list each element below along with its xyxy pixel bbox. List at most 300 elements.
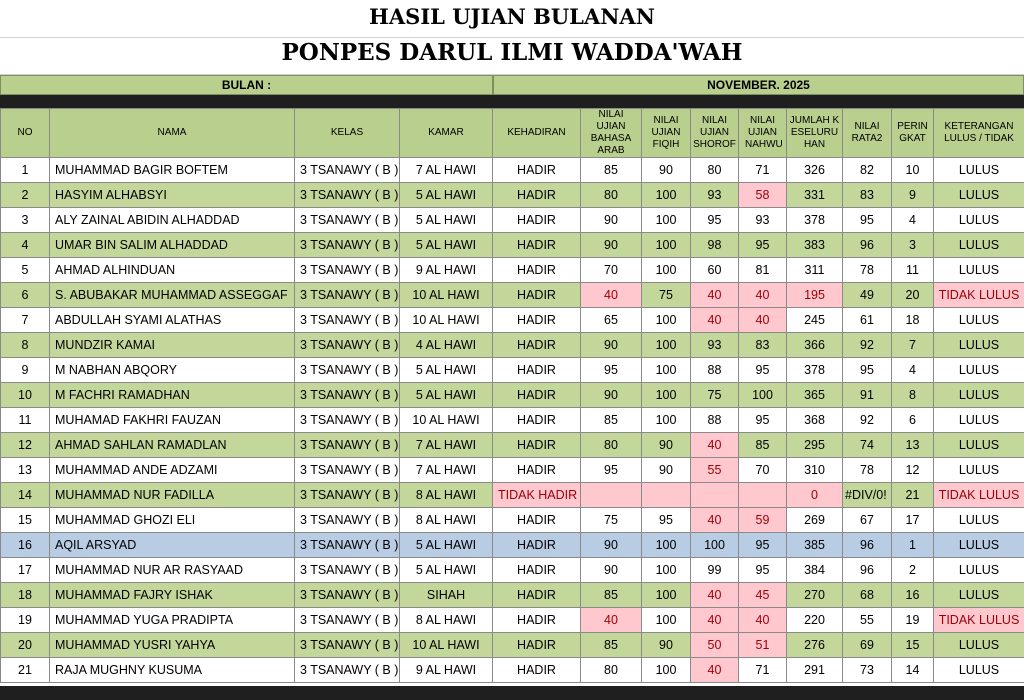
- cell-nahwu: 40: [739, 308, 787, 333]
- cell-fiqih: 100: [642, 608, 691, 633]
- cell-fiqih: 90: [642, 433, 691, 458]
- cell-kelas: 3 TSANAWY ( B ): [295, 533, 400, 558]
- cell-jumlah: 383: [787, 233, 843, 258]
- cell-peringkat: 6: [892, 408, 934, 433]
- col-header-no: NO: [1, 109, 50, 158]
- cell-fiqih: 100: [642, 183, 691, 208]
- cell-kamar: 5 AL HAWI: [400, 233, 493, 258]
- cell-rata: #DIV/0!: [843, 483, 892, 508]
- cell-kehadiran: HADIR: [493, 408, 581, 433]
- cell-fiqih: 100: [642, 358, 691, 383]
- cell-kelas: 3 TSANAWY ( B ): [295, 658, 400, 683]
- cell-kelas: 3 TSANAWY ( B ): [295, 283, 400, 308]
- cell-kamar: 10 AL HAWI: [400, 633, 493, 658]
- cell-kelas: 3 TSANAWY ( B ): [295, 483, 400, 508]
- cell-no: 3: [1, 208, 50, 233]
- cell-shorof: 93: [691, 333, 739, 358]
- cell-nama: HASYIM ALHABSYI: [50, 183, 295, 208]
- cell-kehadiran: HADIR: [493, 208, 581, 233]
- cell-peringkat: 16: [892, 583, 934, 608]
- cell-keterangan: LULUS: [934, 408, 1024, 433]
- cell-rata: 68: [843, 583, 892, 608]
- cell-keterangan: LULUS: [934, 558, 1024, 583]
- cell-bahasa-arab: 40: [581, 283, 642, 308]
- cell-nahwu: 83: [739, 333, 787, 358]
- cell-nama: MUHAMMAD ANDE ADZAMI: [50, 458, 295, 483]
- cell-kamar: 7 AL HAWI: [400, 158, 493, 183]
- table-row: [1, 508, 1024, 533]
- cell-bahasa-arab: 90: [581, 233, 642, 258]
- cell-rata: 96: [843, 558, 892, 583]
- cell-kehadiran: HADIR: [493, 308, 581, 333]
- cell-kelas: 3 TSANAWY ( B ): [295, 633, 400, 658]
- cell-kehadiran: HADIR: [493, 608, 581, 633]
- cell-fiqih: 100: [642, 558, 691, 583]
- cell-kehadiran: HADIR: [493, 508, 581, 533]
- cell-keterangan: LULUS: [934, 183, 1024, 208]
- cell-jumlah: 326: [787, 158, 843, 183]
- cell-no: 7: [1, 308, 50, 333]
- cell-bahasa-arab: 80: [581, 183, 642, 208]
- cell-jumlah: 384: [787, 558, 843, 583]
- cell-shorof: 40: [691, 658, 739, 683]
- cell-jumlah: 276: [787, 633, 843, 658]
- cell-kehadiran: HADIR: [493, 183, 581, 208]
- cell-peringkat: 14: [892, 658, 934, 683]
- cell-no: 13: [1, 458, 50, 483]
- table-row: [1, 333, 1024, 358]
- cell-nama: M NABHAN ABQORY: [50, 358, 295, 383]
- cell-fiqih: 90: [642, 158, 691, 183]
- cell-nahwu: 95: [739, 558, 787, 583]
- cell-fiqih: 100: [642, 208, 691, 233]
- cell-rata: 95: [843, 208, 892, 233]
- cell-shorof: 55: [691, 458, 739, 483]
- cell-no: 5: [1, 258, 50, 283]
- cell-no: 15: [1, 508, 50, 533]
- cell-jumlah: 366: [787, 333, 843, 358]
- cell-keterangan: LULUS: [934, 583, 1024, 608]
- cell-shorof: [691, 483, 739, 508]
- cell-peringkat: 19: [892, 608, 934, 633]
- cell-kamar: 7 AL HAWI: [400, 433, 493, 458]
- cell-shorof: 40: [691, 608, 739, 633]
- cell-jumlah: 0: [787, 483, 843, 508]
- cell-jumlah: 195: [787, 283, 843, 308]
- cell-fiqih: 90: [642, 458, 691, 483]
- cell-rata: 73: [843, 658, 892, 683]
- cell-rata: 78: [843, 458, 892, 483]
- cell-bahasa-arab: 80: [581, 658, 642, 683]
- cell-rata: 67: [843, 508, 892, 533]
- cell-jumlah: 291: [787, 658, 843, 683]
- cell-no: 17: [1, 558, 50, 583]
- col-header-nahwu: NILAI UJIAN NAHWU: [739, 109, 787, 158]
- cell-bahasa-arab: 65: [581, 308, 642, 333]
- cell-kelas: 3 TSANAWY ( B ): [295, 608, 400, 633]
- table-row: [1, 458, 1024, 483]
- table-row: [1, 533, 1024, 558]
- cell-bahasa-arab: 70: [581, 258, 642, 283]
- cell-shorof: 80: [691, 158, 739, 183]
- cell-nama: AQIL ARSYAD: [50, 533, 295, 558]
- cell-kehadiran: HADIR: [493, 583, 581, 608]
- cell-kehadiran: HADIR: [493, 633, 581, 658]
- cell-no: 6: [1, 283, 50, 308]
- cell-rata: 83: [843, 183, 892, 208]
- cell-keterangan: TIDAK LULUS: [934, 608, 1024, 633]
- col-header-kehadiran: KEHADIRAN: [493, 109, 581, 158]
- cell-rata: 96: [843, 233, 892, 258]
- cell-bahasa-arab: 85: [581, 408, 642, 433]
- cell-shorof: 88: [691, 358, 739, 383]
- cell-kamar: 5 AL HAWI: [400, 208, 493, 233]
- cell-peringkat: 4: [892, 208, 934, 233]
- cell-rata: 91: [843, 383, 892, 408]
- cell-kamar: 8 AL HAWI: [400, 608, 493, 633]
- cell-kehadiran: HADIR: [493, 283, 581, 308]
- cell-bahasa-arab: 95: [581, 458, 642, 483]
- cell-bahasa-arab: 95: [581, 358, 642, 383]
- col-header-shorof: NILAI UJIAN SHOROF: [691, 109, 739, 158]
- cell-kamar: SIHAH: [400, 583, 493, 608]
- cell-jumlah: 368: [787, 408, 843, 433]
- cell-nama: ABDULLAH SYAMI ALATHAS: [50, 308, 295, 333]
- cell-kehadiran: HADIR: [493, 558, 581, 583]
- header-divider: [0, 95, 1024, 108]
- table-row: [1, 158, 1024, 183]
- cell-nahwu: 95: [739, 233, 787, 258]
- cell-rata: 55: [843, 608, 892, 633]
- cell-jumlah: 311: [787, 258, 843, 283]
- cell-kelas: 3 TSANAWY ( B ): [295, 458, 400, 483]
- cell-kamar: 8 AL HAWI: [400, 483, 493, 508]
- cell-nama: M FACHRI RAMADHAN: [50, 383, 295, 408]
- cell-kamar: 10 AL HAWI: [400, 408, 493, 433]
- cell-nama: UMAR BIN SALIM ALHADDAD: [50, 233, 295, 258]
- cell-kamar: 5 AL HAWI: [400, 358, 493, 383]
- cell-nahwu: 95: [739, 408, 787, 433]
- cell-nahwu: 71: [739, 658, 787, 683]
- cell-keterangan: LULUS: [934, 333, 1024, 358]
- cell-no: 20: [1, 633, 50, 658]
- cell-nahwu: 71: [739, 158, 787, 183]
- footer-divider: [0, 686, 1024, 700]
- col-header-jumlah: JUMLAH KESELURUHAN: [787, 109, 843, 158]
- cell-no: 14: [1, 483, 50, 508]
- cell-nama: ALY ZAINAL ABIDIN ALHADDAD: [50, 208, 295, 233]
- cell-jumlah: 269: [787, 508, 843, 533]
- cell-kehadiran: HADIR: [493, 333, 581, 358]
- cell-peringkat: 11: [892, 258, 934, 283]
- cell-kelas: 3 TSANAWY ( B ): [295, 158, 400, 183]
- cell-no: 11: [1, 408, 50, 433]
- cell-bahasa-arab: 80: [581, 433, 642, 458]
- cell-fiqih: 100: [642, 333, 691, 358]
- cell-shorof: 40: [691, 583, 739, 608]
- cell-kamar: 5 AL HAWI: [400, 533, 493, 558]
- cell-bahasa-arab: 85: [581, 633, 642, 658]
- cell-kamar: 9 AL HAWI: [400, 658, 493, 683]
- cell-keterangan: LULUS: [934, 433, 1024, 458]
- cell-nahwu: 100: [739, 383, 787, 408]
- cell-keterangan: LULUS: [934, 508, 1024, 533]
- cell-keterangan: LULUS: [934, 633, 1024, 658]
- cell-bahasa-arab: [581, 483, 642, 508]
- cell-kelas: 3 TSANAWY ( B ): [295, 358, 400, 383]
- cell-nahwu: 45: [739, 583, 787, 608]
- table-row: [1, 633, 1024, 658]
- cell-kelas: 3 TSANAWY ( B ): [295, 333, 400, 358]
- col-header-peringkat: PERINGKAT: [892, 109, 934, 158]
- table-row: [1, 558, 1024, 583]
- cell-no: 4: [1, 233, 50, 258]
- cell-peringkat: 12: [892, 458, 934, 483]
- cell-nama: MUHAMMAD FAJRY ISHAK: [50, 583, 295, 608]
- table-row: [1, 383, 1024, 408]
- cell-jumlah: 385: [787, 533, 843, 558]
- cell-fiqih: 100: [642, 258, 691, 283]
- cell-fiqih: 100: [642, 408, 691, 433]
- cell-kehadiran: HADIR: [493, 258, 581, 283]
- cell-kamar: 5 AL HAWI: [400, 183, 493, 208]
- cell-kelas: 3 TSANAWY ( B ): [295, 258, 400, 283]
- cell-fiqih: 100: [642, 533, 691, 558]
- col-header-nama: NAMA: [50, 109, 295, 158]
- cell-no: 18: [1, 583, 50, 608]
- cell-kehadiran: HADIR: [493, 533, 581, 558]
- cell-peringkat: 7: [892, 333, 934, 358]
- cell-shorof: 40: [691, 433, 739, 458]
- cell-peringkat: 13: [892, 433, 934, 458]
- cell-rata: 78: [843, 258, 892, 283]
- cell-no: 21: [1, 658, 50, 683]
- cell-shorof: 100: [691, 533, 739, 558]
- cell-peringkat: 17: [892, 508, 934, 533]
- cell-bahasa-arab: 90: [581, 383, 642, 408]
- table-row: [1, 658, 1024, 683]
- cell-peringkat: 9: [892, 183, 934, 208]
- cell-kelas: 3 TSANAWY ( B ): [295, 233, 400, 258]
- cell-kehadiran: HADIR: [493, 158, 581, 183]
- cell-kehadiran: HADIR: [493, 383, 581, 408]
- cell-shorof: 95: [691, 208, 739, 233]
- cell-kelas: 3 TSANAWY ( B ): [295, 208, 400, 233]
- cell-nahwu: 58: [739, 183, 787, 208]
- cell-rata: 49: [843, 283, 892, 308]
- col-header-keterangan: KETERANGAN LULUS / TIDAK: [934, 109, 1024, 158]
- cell-jumlah: 331: [787, 183, 843, 208]
- cell-kehadiran: HADIR: [493, 458, 581, 483]
- cell-bahasa-arab: 90: [581, 558, 642, 583]
- cell-nama: RAJA MUGHNY KUSUMA: [50, 658, 295, 683]
- cell-rata: 69: [843, 633, 892, 658]
- cell-nahwu: 51: [739, 633, 787, 658]
- cell-kehadiran: HADIR: [493, 433, 581, 458]
- cell-fiqih: 100: [642, 383, 691, 408]
- col-header-kamar: KAMAR: [400, 109, 493, 158]
- cell-rata: 82: [843, 158, 892, 183]
- cell-fiqih: 100: [642, 233, 691, 258]
- cell-shorof: 40: [691, 283, 739, 308]
- cell-jumlah: 378: [787, 208, 843, 233]
- cell-peringkat: 1: [892, 533, 934, 558]
- cell-nama: MUHAMMAD YUSRI YAHYA: [50, 633, 295, 658]
- cell-keterangan: LULUS: [934, 358, 1024, 383]
- cell-nama: S. ABUBAKAR MUHAMMAD ASSEGGAF: [50, 283, 295, 308]
- cell-kelas: 3 TSANAWY ( B ): [295, 583, 400, 608]
- cell-kamar: 7 AL HAWI: [400, 458, 493, 483]
- cell-no: 9: [1, 358, 50, 383]
- cell-fiqih: [642, 483, 691, 508]
- cell-kelas: 3 TSANAWY ( B ): [295, 308, 400, 333]
- cell-kelas: 3 TSANAWY ( B ): [295, 383, 400, 408]
- cell-peringkat: 3: [892, 233, 934, 258]
- cell-peringkat: 8: [892, 383, 934, 408]
- cell-rata: 92: [843, 408, 892, 433]
- cell-peringkat: 2: [892, 558, 934, 583]
- table-row: [1, 433, 1024, 458]
- cell-kelas: 3 TSANAWY ( B ): [295, 433, 400, 458]
- cell-kamar: 10 AL HAWI: [400, 283, 493, 308]
- cell-peringkat: 18: [892, 308, 934, 333]
- cell-bahasa-arab: 75: [581, 508, 642, 533]
- cell-peringkat: 4: [892, 358, 934, 383]
- cell-peringkat: 20: [892, 283, 934, 308]
- cell-keterangan: LULUS: [934, 383, 1024, 408]
- cell-kamar: 5 AL HAWI: [400, 383, 493, 408]
- table-row: [1, 258, 1024, 283]
- cell-jumlah: 365: [787, 383, 843, 408]
- cell-nahwu: 70: [739, 458, 787, 483]
- table-row: [1, 583, 1024, 608]
- cell-bahasa-arab: 90: [581, 208, 642, 233]
- cell-nahwu: 95: [739, 358, 787, 383]
- cell-shorof: 93: [691, 183, 739, 208]
- cell-nama: MUHAMMAD BAGIR BOFTEM: [50, 158, 295, 183]
- cell-shorof: 75: [691, 383, 739, 408]
- cell-keterangan: LULUS: [934, 258, 1024, 283]
- cell-shorof: 99: [691, 558, 739, 583]
- cell-bahasa-arab: 85: [581, 158, 642, 183]
- cell-shorof: 50: [691, 633, 739, 658]
- cell-nahwu: [739, 483, 787, 508]
- cell-keterangan: LULUS: [934, 458, 1024, 483]
- table-header: [1, 109, 1024, 158]
- col-header-kelas: KELAS: [295, 109, 400, 158]
- cell-fiqih: 100: [642, 308, 691, 333]
- cell-nahwu: 59: [739, 508, 787, 533]
- cell-no: 2: [1, 183, 50, 208]
- cell-keterangan: LULUS: [934, 308, 1024, 333]
- cell-no: 1: [1, 158, 50, 183]
- cell-kamar: 10 AL HAWI: [400, 308, 493, 333]
- cell-kelas: 3 TSANAWY ( B ): [295, 408, 400, 433]
- table-row: [1, 183, 1024, 208]
- cell-nahwu: 93: [739, 208, 787, 233]
- cell-keterangan: LULUS: [934, 533, 1024, 558]
- cell-jumlah: 220: [787, 608, 843, 633]
- table-row: [1, 358, 1024, 383]
- cell-nahwu: 81: [739, 258, 787, 283]
- cell-kehadiran: HADIR: [493, 358, 581, 383]
- cell-peringkat: 15: [892, 633, 934, 658]
- month-value: NOVEMBER. 2025: [493, 75, 1024, 95]
- cell-shorof: 40: [691, 508, 739, 533]
- col-header-bahasa-arab: NILAI UJIAN BAHASA ARAB: [581, 109, 642, 158]
- cell-rata: 95: [843, 358, 892, 383]
- cell-jumlah: 270: [787, 583, 843, 608]
- table-row: [1, 233, 1024, 258]
- cell-nahwu: 95: [739, 533, 787, 558]
- cell-nama: MUNDZIR KAMAI: [50, 333, 295, 358]
- table-row: [1, 308, 1024, 333]
- cell-keterangan: LULUS: [934, 658, 1024, 683]
- cell-kehadiran: TIDAK HADIR: [493, 483, 581, 508]
- cell-nama: MUHAMMAD NUR FADILLA: [50, 483, 295, 508]
- cell-nama: MUHAMMAD NUR AR RASYAAD: [50, 558, 295, 583]
- cell-fiqih: 100: [642, 658, 691, 683]
- cell-jumlah: 245: [787, 308, 843, 333]
- cell-jumlah: 295: [787, 433, 843, 458]
- cell-nama: MUHAMMAD YUGA PRADIPTA: [50, 608, 295, 633]
- report-title: HASIL UJIAN BULANAN: [0, 0, 1024, 38]
- cell-no: 12: [1, 433, 50, 458]
- cell-kamar: 8 AL HAWI: [400, 508, 493, 533]
- cell-kamar: 4 AL HAWI: [400, 333, 493, 358]
- table-row: [1, 283, 1024, 308]
- cell-bahasa-arab: 90: [581, 333, 642, 358]
- month-label: BULAN :: [0, 75, 493, 95]
- cell-fiqih: 100: [642, 583, 691, 608]
- cell-nama: MUHAMMAD GHOZI ELI: [50, 508, 295, 533]
- table-row: [1, 483, 1024, 508]
- table-row: [1, 408, 1024, 433]
- cell-fiqih: 95: [642, 508, 691, 533]
- col-header-rata: NILAI RATA2: [843, 109, 892, 158]
- cell-bahasa-arab: 40: [581, 608, 642, 633]
- cell-keterangan: LULUS: [934, 208, 1024, 233]
- cell-bahasa-arab: 85: [581, 583, 642, 608]
- cell-kehadiran: HADIR: [493, 233, 581, 258]
- cell-nahwu: 40: [739, 283, 787, 308]
- cell-nahwu: 40: [739, 608, 787, 633]
- cell-keterangan: TIDAK LULUS: [934, 283, 1024, 308]
- cell-rata: 74: [843, 433, 892, 458]
- cell-keterangan: TIDAK LULUS: [934, 483, 1024, 508]
- cell-no: 8: [1, 333, 50, 358]
- cell-shorof: 88: [691, 408, 739, 433]
- cell-peringkat: 21: [892, 483, 934, 508]
- cell-nama: MUHAMAD FAKHRI FAUZAN: [50, 408, 295, 433]
- cell-nama: AHMAD ALHINDUAN: [50, 258, 295, 283]
- cell-keterangan: LULUS: [934, 233, 1024, 258]
- cell-kamar: 5 AL HAWI: [400, 558, 493, 583]
- cell-no: 19: [1, 608, 50, 633]
- cell-rata: 96: [843, 533, 892, 558]
- table-row: [1, 208, 1024, 233]
- cell-kelas: 3 TSANAWY ( B ): [295, 508, 400, 533]
- cell-shorof: 40: [691, 308, 739, 333]
- cell-bahasa-arab: 90: [581, 533, 642, 558]
- cell-kelas: 3 TSANAWY ( B ): [295, 558, 400, 583]
- cell-fiqih: 90: [642, 633, 691, 658]
- col-header-fiqih: NILAI UJIAN FIQIH: [642, 109, 691, 158]
- school-name: PONPES DARUL ILMI WADDA'WAH: [0, 37, 1024, 75]
- cell-nama: AHMAD SAHLAN RAMADLAN: [50, 433, 295, 458]
- cell-jumlah: 310: [787, 458, 843, 483]
- cell-keterangan: LULUS: [934, 158, 1024, 183]
